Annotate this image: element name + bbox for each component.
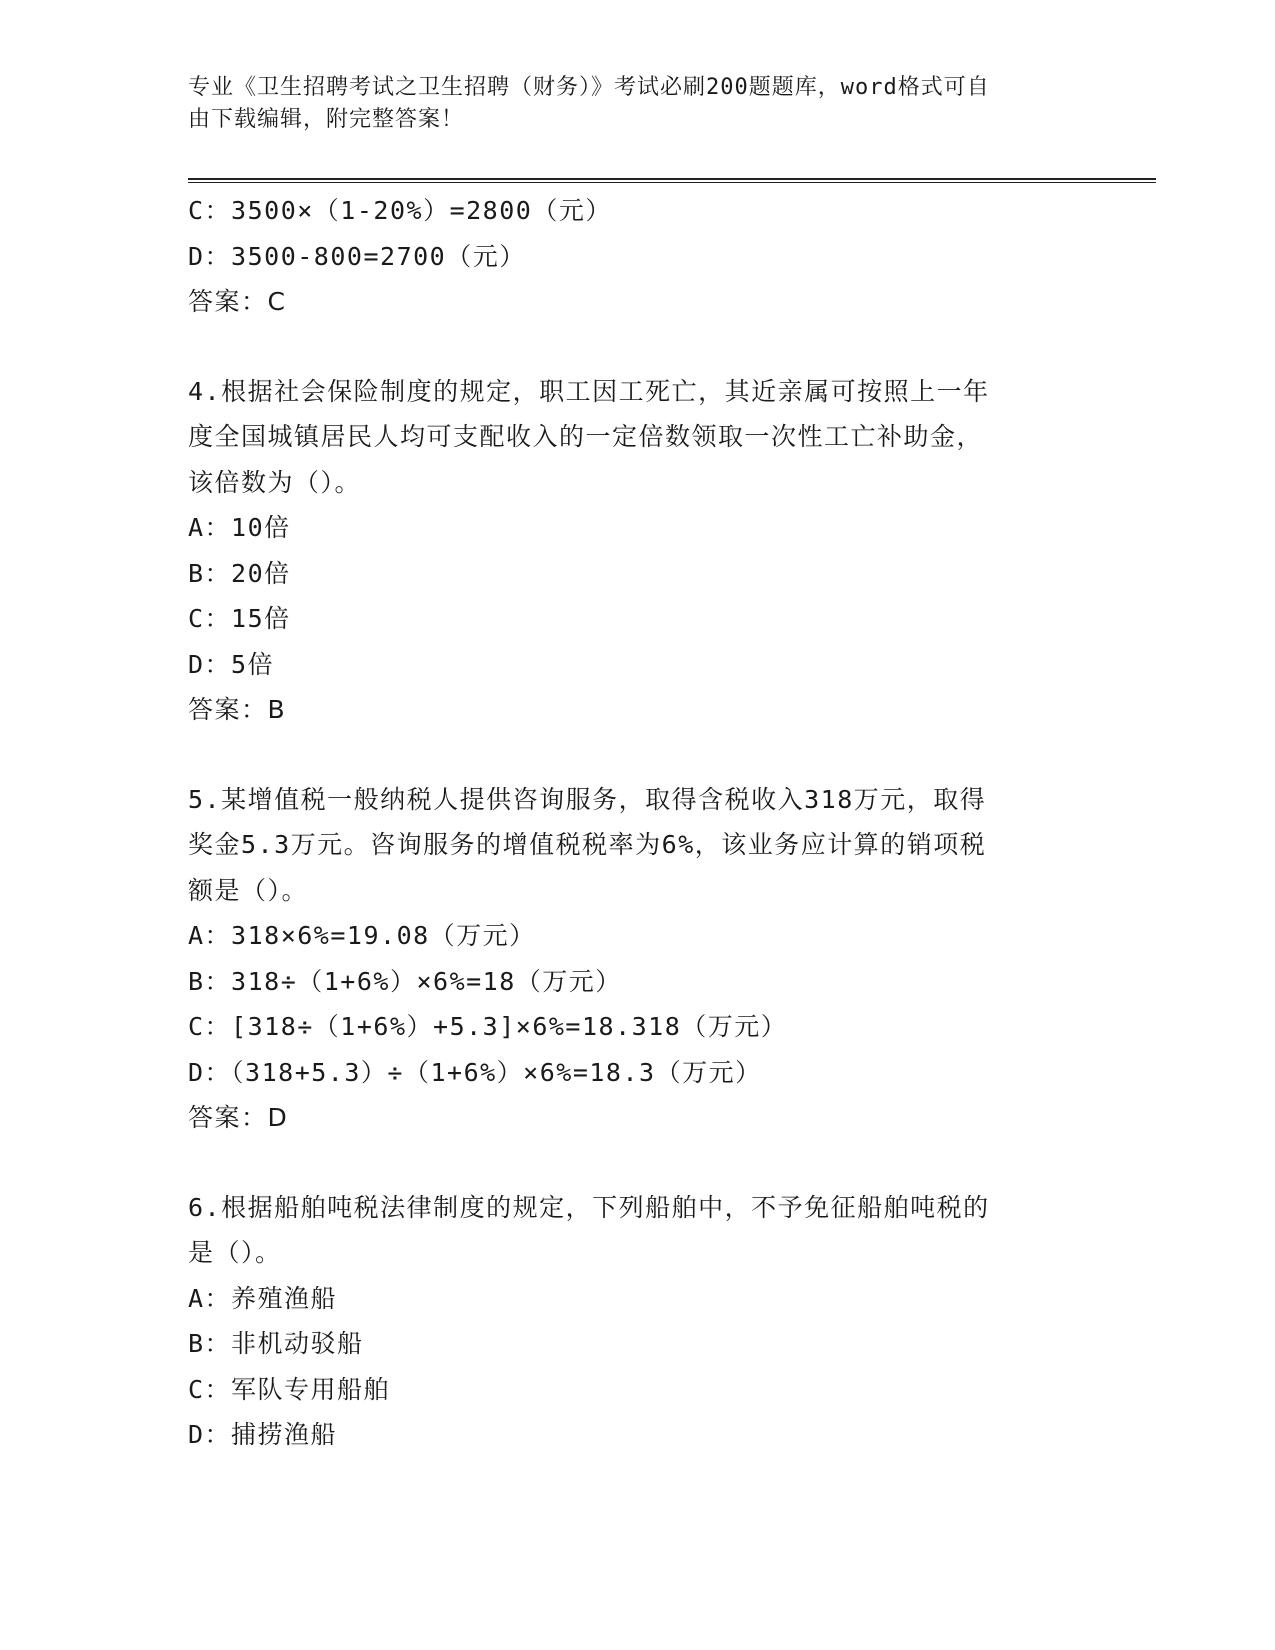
- option-c: C：[318÷（1+6%）+5.3]×6%=18.318（万元）: [188, 1012, 788, 1041]
- spacer: [188, 733, 1088, 777]
- option-b: B：20倍: [188, 558, 291, 588]
- question-stem-line: 6.根据船舶吨税法律制度的规定，下列船舶中，不予免征船舶吨税的: [188, 1192, 990, 1222]
- question-4: [188, 369, 1088, 733]
- option-d: D：捕捞渔船: [188, 1420, 338, 1449]
- answer-line: 答案：B: [188, 695, 287, 724]
- header-rule-thin: [188, 182, 1156, 183]
- answer-line: 答案：D: [188, 1103, 289, 1132]
- option-a: A：养殖渔船: [188, 1283, 338, 1313]
- question-stem-line: 该倍数为（）。: [188, 467, 362, 497]
- option-c: C：15倍: [188, 604, 291, 633]
- question-stem-line: 额是（）。: [188, 875, 309, 905]
- question-stem-line: 4.根据社会保险制度的规定，职工因工死亡，其近亲属可按照上一年: [188, 376, 990, 406]
- question-stem-line: 奖金5.3万元。咨询服务的增值税税率为6%，该业务应计算的销项税: [188, 830, 987, 859]
- spacer: [188, 1141, 1088, 1185]
- page-header: [188, 72, 1068, 136]
- option-c: C：军队专用船舶: [188, 1374, 391, 1404]
- question-stem-line: 是（）。: [188, 1238, 282, 1267]
- option-a: A：318×6%=19.08（万元）: [188, 921, 536, 950]
- question-stem-line: 5.某增值税一般纳税人提供咨询服务，取得含税收入318万元，取得: [188, 784, 987, 814]
- option-c: C：3500×（1-20%）=2800（元）: [188, 196, 612, 225]
- option-d: D：（318+5.3）÷（1+6%）×6%=18.3（万元）: [188, 1057, 762, 1087]
- header-title-line-2: 由下载编辑，附完整答案！: [188, 107, 465, 132]
- option-d: D：5倍: [188, 649, 275, 679]
- option-b: B：318÷（1+6%）×6%=18（万元）: [188, 966, 622, 996]
- question-5: [188, 777, 1088, 1141]
- spacer: [188, 325, 1088, 369]
- answer-line: 答案：C: [188, 287, 287, 316]
- question-stem-line: 度全国城镇居民人均可支配收入的一定倍数领取一次性工亡补助金，: [188, 422, 984, 451]
- question-6: [188, 1185, 1088, 1458]
- option-b: B：非机动驳船: [188, 1329, 364, 1358]
- question-content: [188, 188, 1088, 1458]
- option-a: A：10倍: [188, 513, 291, 542]
- header-title-line-1: 专业《卫生招聘考试之卫生招聘（财务）》考试必刷200题题库，word格式可自: [188, 75, 990, 100]
- header-rule-thick: [188, 178, 1156, 180]
- question-3-tail: [188, 188, 1088, 325]
- option-d: D：3500-800=2700（元）: [188, 241, 526, 271]
